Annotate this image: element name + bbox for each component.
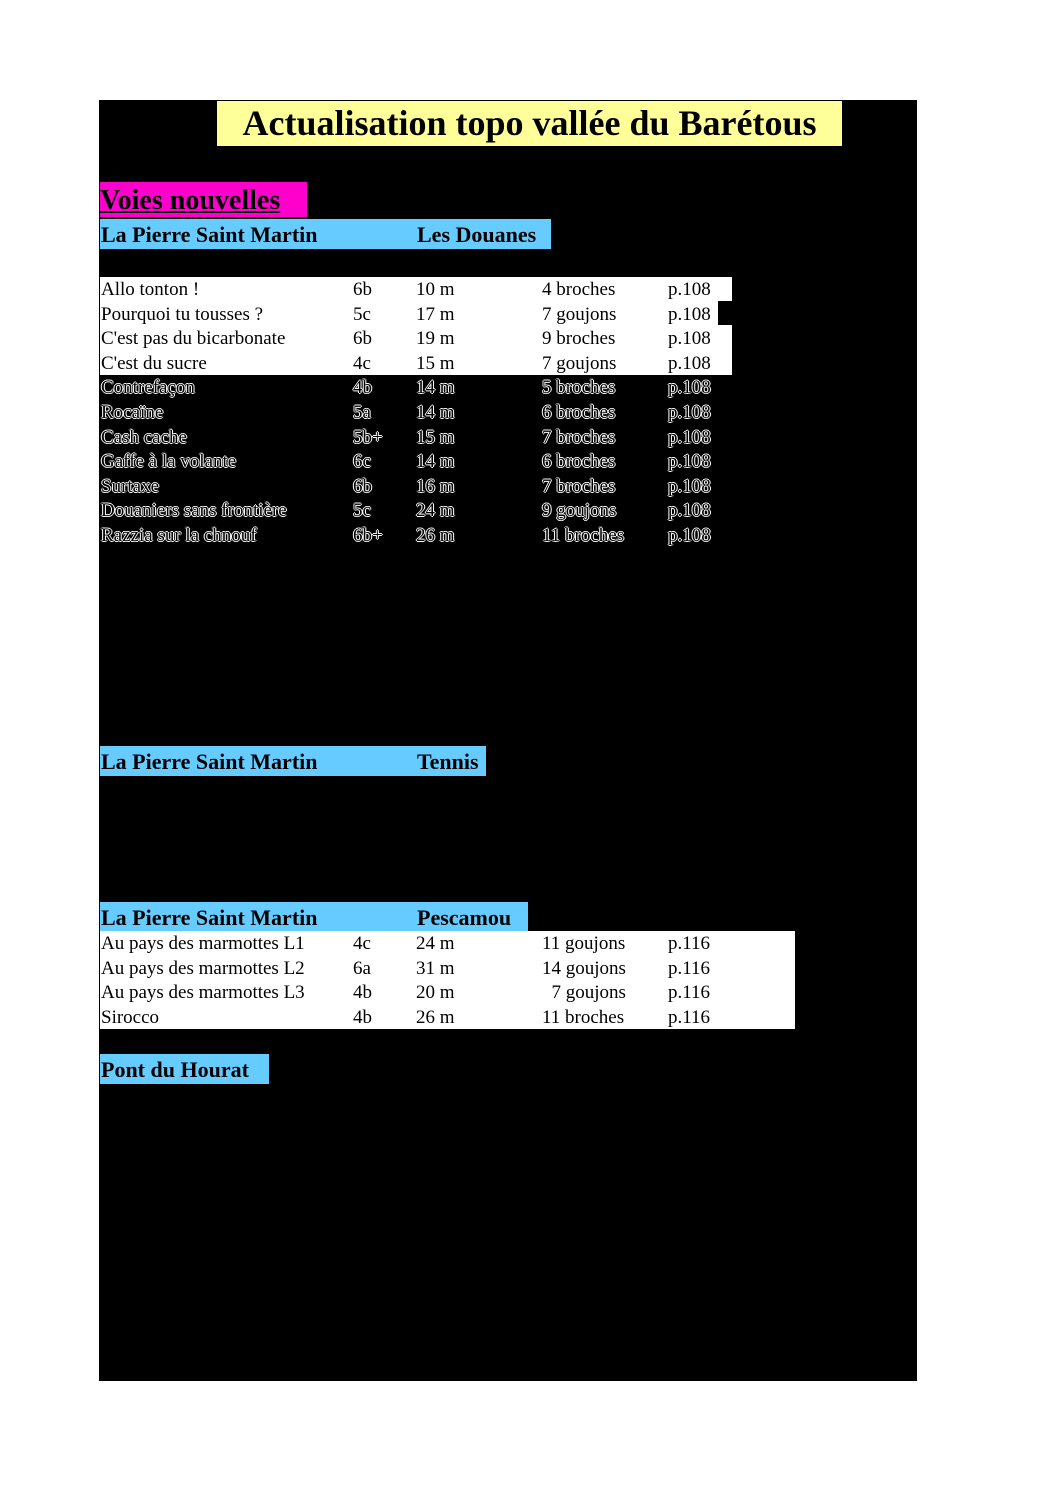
route-grade: 6b+ <box>353 525 383 546</box>
table-row <box>0 278 818 302</box>
route-name: Surtaxe <box>101 475 160 497</box>
route-equipment: 6 broches <box>542 402 616 423</box>
route-equipment: 7 goujons <box>542 982 626 1003</box>
route-equipment: 7 broches <box>542 475 616 497</box>
route-equipment: 5 broches <box>542 377 616 399</box>
section-heading: Voies nouvelles <box>100 182 307 217</box>
route-page: p.108 <box>668 352 711 374</box>
sector-site: Pont du Hourat <box>101 1057 249 1082</box>
route-page: p.108 <box>668 500 711 522</box>
sector-place: Pescamou <box>417 905 512 930</box>
route-page: p.116 <box>668 957 711 979</box>
route-grade: 6b <box>353 279 372 300</box>
route-length: 26 m <box>416 1006 455 1028</box>
sector-header-pont-du-hourat <box>100 1054 269 1084</box>
table-row <box>0 327 818 351</box>
route-length: 15 m <box>416 352 455 374</box>
sector-site: La Pierre Saint Martin <box>101 749 318 774</box>
route-grade: 4c <box>353 352 371 374</box>
route-equipment: 4 broches <box>542 279 616 300</box>
route-name: Razzia sur la chnouf <box>101 525 257 546</box>
route-grade: 6a <box>353 957 371 979</box>
table-row <box>0 303 818 327</box>
sector-site: La Pierre Saint Martin <box>101 222 318 247</box>
sector-header-les-douanes <box>100 219 551 249</box>
route-length: 15 m <box>416 426 455 448</box>
route-grade: 6b <box>353 475 372 497</box>
route-name: Cash cache <box>101 426 187 448</box>
route-length: 14 m <box>416 377 455 399</box>
route-equipment: 6 broches <box>542 451 616 473</box>
route-length: 14 m <box>416 451 455 473</box>
route-grade: 5b+ <box>353 426 383 448</box>
route-page: p.108 <box>668 328 711 350</box>
route-equipment: 14 goujons <box>542 957 626 979</box>
route-grade: 4c <box>353 933 371 954</box>
table-row <box>0 376 818 400</box>
sector-header-pescamou <box>100 902 528 932</box>
route-page: p.116 <box>668 933 711 954</box>
route-equipment: 7 goujons <box>542 303 617 325</box>
table-row <box>0 981 818 1005</box>
route-equipment: 9 goujons <box>542 500 617 522</box>
route-name: C'est pas du bicarbonate <box>101 328 286 350</box>
route-length: 17 m <box>416 303 455 325</box>
route-name: Allo tonton ! <box>101 279 200 300</box>
route-page: p.108 <box>668 426 711 448</box>
route-page: p.108 <box>668 475 711 497</box>
table-row <box>0 426 818 450</box>
page-title: Actualisation topo vallée du Barétous <box>217 101 842 146</box>
route-grade: 5c <box>353 500 371 522</box>
route-name: C'est du sucre <box>101 352 207 374</box>
route-page: p.108 <box>668 525 711 546</box>
table-row <box>0 450 818 474</box>
route-grade: 4b <box>353 377 372 399</box>
route-name: Douaniers sans frontière <box>101 500 287 522</box>
route-page: p.108 <box>668 451 711 473</box>
route-name: Rocaïne <box>101 402 164 423</box>
route-equipment: 11 broches <box>542 1006 625 1028</box>
route-page: p.116 <box>668 1006 711 1028</box>
route-equipment: 11 goujons <box>542 933 626 954</box>
route-equipment: 9 broches <box>542 328 616 350</box>
route-grade: 5c <box>353 303 371 325</box>
table-row <box>0 475 818 499</box>
route-page: p.108 <box>668 303 711 325</box>
route-page: p.108 <box>668 279 711 300</box>
table-row <box>0 524 818 548</box>
sector-site: La Pierre Saint Martin <box>101 905 318 930</box>
route-length: 26 m <box>416 525 455 546</box>
route-equipment: 11 broches <box>542 525 625 546</box>
route-name: Contrefaçon <box>101 377 195 399</box>
route-length: 16 m <box>416 475 455 497</box>
route-grade: 6b <box>353 328 372 350</box>
route-grade: 6c <box>353 451 371 473</box>
route-grade: 4b <box>353 982 372 1003</box>
table-row <box>0 1006 818 1030</box>
table-row <box>0 499 818 523</box>
route-name: Pourquoi tu tousses ? <box>101 303 264 325</box>
route-length: 19 m <box>416 328 455 350</box>
route-grade: 5a <box>353 402 371 423</box>
route-page: p.116 <box>668 982 711 1003</box>
route-length: 10 m <box>416 279 455 300</box>
route-length: 24 m <box>416 933 455 954</box>
sector-place: Tennis <box>417 749 479 774</box>
sector-place: Les Douanes <box>417 222 537 247</box>
table-row <box>0 932 818 956</box>
sector-header-tennis <box>100 746 486 776</box>
route-grade: 4b <box>353 1006 372 1028</box>
table-row <box>0 957 818 981</box>
route-length: 20 m <box>416 982 455 1003</box>
table-row <box>0 401 818 425</box>
route-equipment: 7 goujons <box>542 352 617 374</box>
route-length: 24 m <box>416 500 455 522</box>
route-page: p.108 <box>668 377 711 399</box>
route-name: Gaffe à la volante <box>101 451 237 473</box>
route-name: Au pays des marmottes L3 <box>101 982 305 1003</box>
route-equipment: 7 broches <box>542 426 616 448</box>
route-length: 14 m <box>416 402 455 423</box>
route-length: 31 m <box>416 957 455 979</box>
route-name: Sirocco <box>101 1006 160 1028</box>
route-page: p.108 <box>668 402 711 423</box>
route-name: Au pays des marmottes L1 <box>101 933 305 954</box>
table-row <box>0 352 818 376</box>
route-name: Au pays des marmottes L2 <box>101 957 305 979</box>
